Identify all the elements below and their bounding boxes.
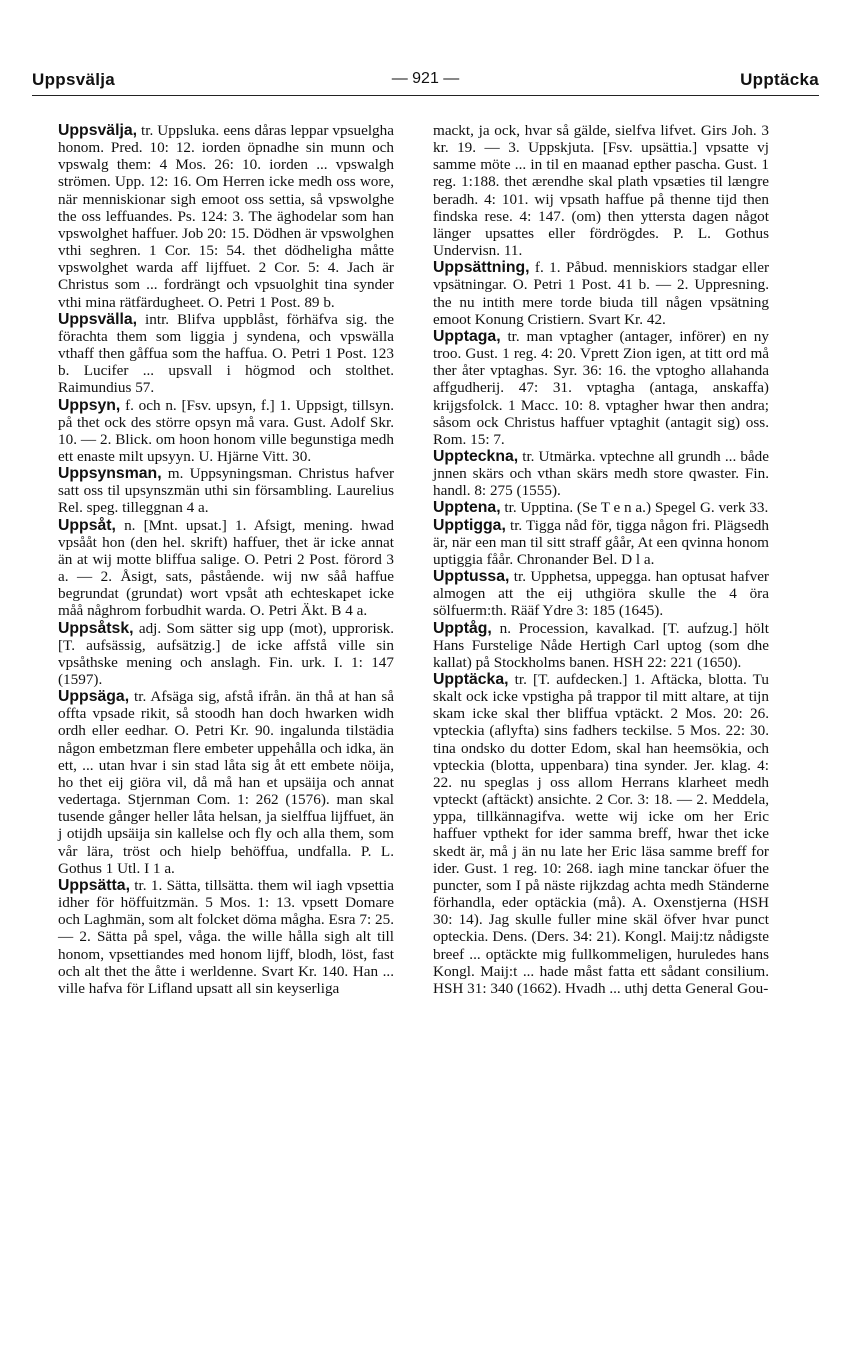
entry-headword: Uppsätta, [58,876,130,894]
entry-text: tr. Utmärka. vptechne all grundh ... både jnnen skärs och vthan skärs medh store qwaster. Fin. handl. 8: 275 (1555). [433,447,769,500]
entry-text: m. Uppsyningsman. Christus hafver satt oss til upsynszmän uthi sin försambling. Laurelius Rel. speg. tilleggnan 4 a. [58,465,394,517]
dictionary-entry [433,328,769,448]
entry-text: tr. Tigga nåd för, tigga någon fri. Plägsedh är, när een man til sitt straff gåår, At een qvinna honom uptiggia fåår. Chronander Bel. D l a. [433,516,769,568]
entry-text: mackt, ja ock, hvar så gälde, sielfva lifvet. Girs Joh. 3 kr. 19. — 3. Uppskjuta. [Fsv. upsättia.] vpsatte vj samme möte ... in til en maanad epther pascha. Gust. 1 reg. 1:188. thet ærendhe skal plath vpsæties til længre beradh. 4: 101. wij vpsath haffue på thenne tijd then findska rese. 4: 147. (om) then yttersta dagen något länger upsattes eller fördrögdes. P. L. Gothus Undervisn. 11. [433,122,769,260]
entry-text: tr. Upphetsa, uppegga. han optusat hafver almogen att the eij uthgiöra skulle the 4 öra sölfuerm:th. Rääf Ydre 3: 185 (1645). [433,568,769,620]
entry-headword: Upptena, [433,499,501,517]
entry-headword: Uppsynsman, [58,465,162,483]
header-rule [32,95,819,96]
page-number: — 921 — [391,70,460,87]
dictionary-entry [58,397,394,466]
dictionary-entry [433,517,769,568]
dictionary-entry [58,311,394,397]
entry-headword: Uppteckna, [433,447,519,465]
entry-headword: Upptaga, [433,327,501,345]
entry-text: n. [Mnt. upsat.] 1. Afsigt, mening. hwad vpsååt hon (den hel. skrift) haffuer, thet är icke annat än at wij motte bliffua salige. O. Petri 2 Post. förord 3 a. — 2. Åsigt, sats, påstående. wij nw såå haffue begrundat (grundat) wort vpsåt ath echteskapet icke måå någhrom forbudhit warda. O. Petri Äkt. B 4 a. [58,516,394,620]
entry-headword: Uppsättning, [433,259,530,277]
entry-text: tr. [T. aufdecken.] 1. Aftäcka, blotta. Tu skalt ock icke vpstigha på trappor til mitt altare, at tijn skam icke skal ther bliffua vptäckt. 2 Mos. 20: 26. vpteckia (aflyfta) sins fadhers teckilse. 5 Mos. 22: 30. tina ondsko du dotter Edom, skal han heemsökia, och vpteckia (blotta, uppenbara) tina synder. Jer. klag. 4: 22. nu speglas j oss allom Herrans klarheet medh vpteckt (aftäckt) ansichte. 2 Cor. 3: 18. — 2. Meddela, yppa, tillkännagifva. wette wij icke om her Eric haffuer vpthekt for ider samma breff, hwar thet icke skedt är, må j än nu late her Eric läsa samme breff for ider. Gust. 1 reg. 10: 268. iagh mine tanckar öfuer the puncter, som I på näste rijkzdag achta medh Ständerne förhandla, eder optäckia (må). A. Oxenstjerna (HSH 30: 14). Jag skulle fuller mine skäl öfver hvar punct opteckia. Dens. (Ders. 34: 21). Kongl. Maij:tz nådigste breef ... optäckte mig fullkommeligen, huruledes hans Kongl. Maij:t ... hade måst fatta ett sådant consilium. HSH 31: 340 (1662). Hvadh ... uthj detta General Gou- [433,671,769,997]
right-column [433,122,769,997]
entry-text: f. och n. [Fsv. upsyn, f.] 1. Uppsigt, tillsyn. på thet ock des större opsyn må vara. Gust. Adolf Skr. 10. — 2. Blick. om hoon honom ville begunstiga medh ett enaste milt upsyyn. U. Hjärne Vitt. 30. [58,396,394,465]
entry-text: tr. 1. Sätta, tillsätta. them wil iagh vpsettia idher för höffuitzmän. 5 Mos. 1: 13. vpsett Domare och Laghmän, som alt folcket döma mågha. Esra 7: 25. — 2. Sätta på spel, våga. the wille hålla sigh alt till honom, vpsettiandes med honom lijff, blodh, löst, fast och alt thet the åtte i werldenne. Svart Kr. 140. Han ... ville hafva för Lifland upsatt all sin keyserliga [58,876,394,997]
dictionary-entry [58,688,394,877]
entry-headword: Uppsåt, [58,516,116,534]
entry-headword: Uppsvälla, [58,310,138,328]
dictionary-entry [58,620,394,689]
page-header [32,70,819,96]
dictionary-entry [433,448,769,499]
dictionary-entry [58,465,394,516]
entry-headword: Uppsåtsk, [58,619,134,637]
entry-headword: Upptäcka, [433,671,509,688]
entry-headword: Uppsvälja, [58,122,138,139]
dictionary-entry [433,259,769,328]
dictionary-entry [433,620,769,671]
dictionary-entry-continuation [433,122,769,259]
entry-text: f. 1. Påbud. menniskiors stadgar eller vpsätningar. O. Petri 1 Post. 41 b. — 2. Uppresning. the nu intith mere torde biuda till någen vpsätning emoot Konung Cristiern. Svart Kr. 42. [433,259,769,328]
entry-text: tr. Afsäga sig, afstå ifrån. än thå at han så offta vpsade rikit, så stoodh han doch hwarken widh ordh eller eedhar. O. Petri Kr. 90. ingalunda tilstädia någon embetzman flere embeter uppehålla och idka, än ett, ... utan hvar i sin stad låta sig åt ett embete nöija, ho thet eij giöra vil, då må han et upsäija och annat vedertaga. Stjernman Com. 1: 262 (1576). man skal tusende gånger heller låta helsan, ja sielffua lijffuet, än j otijdh upsäija sin kallelse och fly och alla them, som vår lära, tröst och hielp behöffua, undfalla. P. L. Gothus 1 Utl. I 1 a. [58,688,394,877]
dictionary-entry [433,499,769,516]
entry-headword: Uppsäga, [58,688,130,706]
entry-text: intr. Blifva uppblåst, förhäfva sig. the förachta them som liggia j syndena, och vpswälla vthaff then gåffua som the haffua. O. Petri 1 Post. 123 b. Lucifer ... upsvall i högmod och stolthet. Raimundius 57. [58,310,394,397]
entry-text: tr. Uppsluka. eens dåras leppar vpsuelgha honom. Pred. 10: 12. iorden öpnadhe sin munn och vpswalg them: 4 Mos. 26: 10. iorden ... vpswalgh strömen. Upp. 12: 16. Om Herren icke medh oss wore, när menniskionar sigh emoot oss settia, så vpswolghe the oss leffuandes. Ps. 124: 3. The äghodelar som han vpswolghet haffuer. Job 20: 15. Dödhen är vpswolghen vthi seghren. 1 Cor. 15: 54. thet dödheligha måtte vpswolghet warda aff lijffuet. 2 Cor. 5: 4. Jach är Christus som ... fordrängt och vpsuolghit tina synder vthi mina rätfärdugheet. O. Petri 1 Post. 89 b. [58,122,394,311]
entry-headword: Upptåg, [433,619,492,637]
entry-headword: Uppsyn, [58,396,121,414]
dictionary-entry [433,568,769,619]
entry-text: tr. man vptagher (antager, införer) en ny troo. Gust. 1 reg. 4: 20. Vprett Zion igen, at titt ord må ther åter vptaghas. Syr. 36: 16. the vptogho allahanda affgudherij. 47: 31. vptagha (antaga, anskaffa) krijgsfolck. 1 Macc. 10: 8. vptagher hwar then andra; såsom ock Christus haffuer vptaghit (antagit sig) oss. Rom. 15: 7. [433,327,769,448]
entry-text: tr. Upptina. (Se T e n a.) Spegel G. verk 33. [500,499,769,517]
dictionary-entry [58,877,394,997]
entry-headword: Upptussa, [433,568,510,586]
header-right-guideword: Upptäcka [740,70,819,89]
entry-text: adj. Som sätter sig upp (mot), upprorisk. [T. aufsässig, aufsätzig.] de icke affstå ville sin vpsåthske mening och anslagh. Fin. urk. I. 1: 147 (1597). [58,619,394,688]
dictionary-entry [433,671,769,997]
dictionary-entry [58,122,394,311]
entry-text: n. Procession, kavalkad. [T. aufzug.] hölt Hans Furstelige Nåde Hertigh Carl uptog (som dhe kallat) på Stockholms banen. HSH 22: 221 (1650). [433,619,769,671]
entry-headword: Upptigga, [433,516,506,534]
header-left-guideword: Uppsvälja [32,70,116,89]
dictionary-entry [58,517,394,620]
left-column [58,122,394,997]
